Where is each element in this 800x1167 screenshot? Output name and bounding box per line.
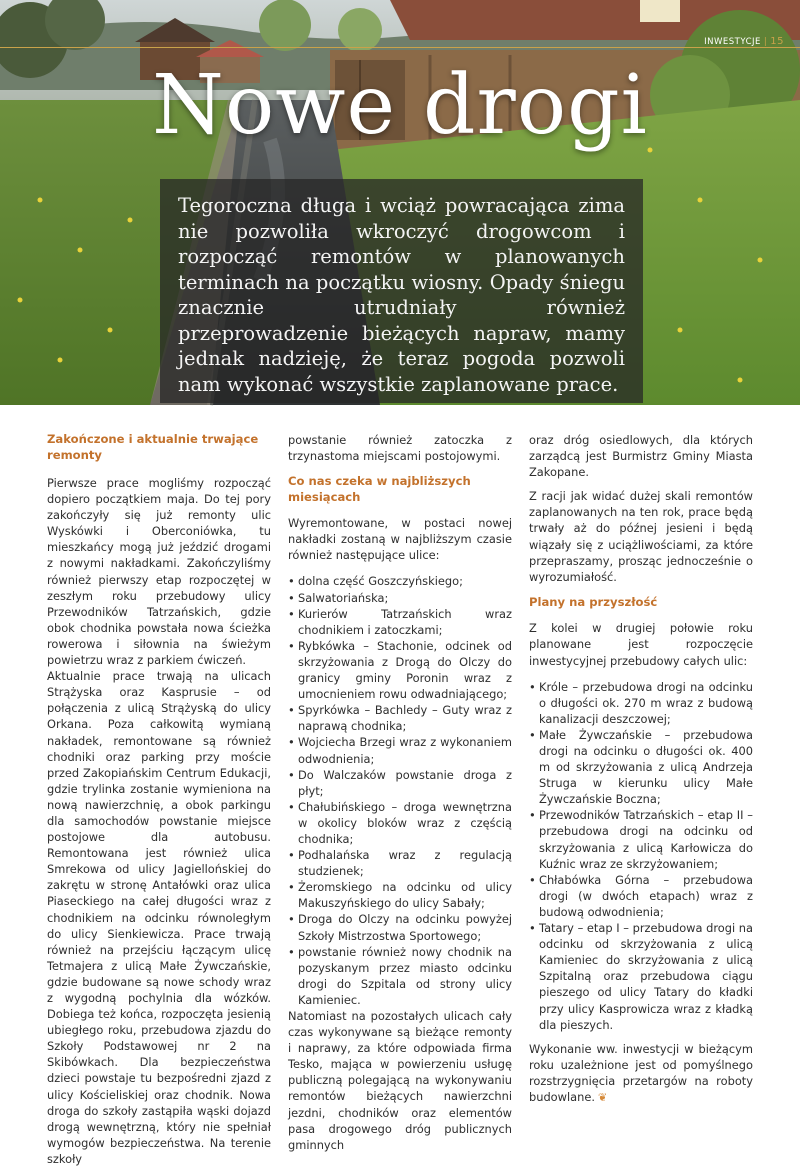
list-item: • dolna część Goszczyńskiego; <box>288 573 512 589</box>
paragraph: Wyremontowane, w postaci nowej nakładki zostaną w najbliższym czasie również następujące ulice: <box>288 516 512 563</box>
list-item: • Salwatoriańska; <box>288 590 512 606</box>
list-item: • powstanie również nowy chodnik na pozyskanym przez miasto odcinku drogi do Szpitala od strony ulicy Kamieniec. <box>288 944 512 1008</box>
list-item: • Rybkówka – Stachonie, odcinek od skrzyżowania z Drogą do Olczy do granicy gminy Poronin wraz z umocnieniem rowu odwadniającego; <box>288 638 512 702</box>
paragraph: Natomiast na pozostałych ulicach cały czas wykonywane są bieżące remonty i naprawy, za które odpowiada firma Tesko, mająca w powierzeniu usługę publiczną polegającą na wykonywaniu remontów bieżących nawierzchni jezdni, chodników oraz elementów pasa drogowego dróg publicznych gminnych <box>288 1009 512 1152</box>
list-item: • Do Walczaków powstanie droga z płyt; <box>288 767 512 799</box>
list-item: • Króle – przebudowa drogi na odcinku o długości ok. 270 m wraz z budową kanalizacji deszczowej; <box>529 679 753 727</box>
list-item: • Chałubińskiego – droga wewnętrzna w okolicy bloków wraz z częścią chodnika; <box>288 799 512 847</box>
list-item: • Przewodników Tatrzańskich – etap II – przebudowa drogi na odcinku od skrzyżowania z ulicą Karłowicza do Kuźnic wraz ze skrzyżowaniem; <box>529 807 753 871</box>
section-separator: | <box>763 37 768 47</box>
planned-roads-list <box>529 679 753 1033</box>
list-item: • Spyrkówka – Bachledy – Guty wraz z naprawą chodnika; <box>288 702 512 734</box>
list-item: • Żeromskiego na odcinku od ulicy Makuszyńskiego do ulicy Sabały; <box>288 879 512 911</box>
heading-completed-repairs: Zakończone i aktualnie trwające remonty <box>47 432 259 462</box>
heading-coming-months: Co nas czeka w najbliższych miesiącach <box>288 474 471 504</box>
column-1 <box>47 432 271 1167</box>
paragraph: oraz dróg osiedlowych, dla których zarządcą jest Burmistrz Gminy Miasta Zakopane. <box>529 433 753 480</box>
list-item: • Tatary – etap I – przebudowa drogi na odcinku od skrzyżowania z ulicą Kamieniec do skrzyżowania z ulicą Szpitalną oraz przebudowa ciągu pieszego od ulicy Tatary do kładki przy ulicy Kasprowicza wraz z kładką dla pieszych. <box>529 920 753 1033</box>
paragraph: powstanie również zatoczka z trzynastoma miejscami postojowymi. <box>288 433 512 464</box>
intro-text: Tegoroczna długa i wciąż powracająca zima nie pozwoliła wkroczyć drogowcom i rozpocząć remontów w planowanych terminach na początku wiosny. Opady śniegu znacznie utrudniały również przeprowadzenie bieżących napraw, mamy jednak nadzieję, że teraz pogoda pozwoli nam wykonać wszystkie zaplanowane prace. <box>178 194 625 396</box>
list-item: • Chłabówka Górna – przebudowa drogi (w dwóch etapach) wraz z budową odwodnienia; <box>529 872 753 920</box>
heading-future-plans: Plany na przyszłość <box>529 594 658 609</box>
article-title: Nowe drogi <box>152 58 648 153</box>
streets-list <box>288 573 512 1008</box>
closing-text: Wykonanie ww. inwestycji w bieżącym roku uzależnione jest od pomyślnego rozstrzygnięcia przetargów na roboty budowlane. <box>529 1041 753 1104</box>
leaf-ornament-icon: ❦ <box>597 1090 608 1104</box>
list-item: • Droga do Olczy na odcinku powyżej Szkoły Mistrzostwa Sportowego; <box>288 911 512 943</box>
section-label <box>704 36 784 47</box>
hero-photo <box>0 0 800 405</box>
paragraph: Pierwsze prace mogliśmy rozpocząć dopiero początkiem maja. Do tej pory zakończyły się już remonty ulic Wyskówki i Oberconiówka, tu mieszkańcy mogą już jeździć drogami z nowymi nakładkami. Zakończyliśmy również pierwszy etap rozpoczętej w zeszłym roku przebudowy ulicy Przewodników Tatrzańskich, gdzie obok chodnika powstała nowa ścieżka rowerowa i siłownia na świeżym powietrzu wraz z parkiem ćwiczeń. <box>47 476 271 668</box>
paragraph: Aktualnie prace trwają na ulicach Strążyska oraz Kasprusie – od połączenia z ulicą Strążyską do ulicy Orkana. Poza całkowitą wymianą nakładek, remontowane są również chodniki oraz parking przy moście przed Zakopiańskim Centrum Edukacji, gdzie trylinka zostanie wymieniona na nową nawierzchnię, a obok parkingu dla samochodów powstanie miejsce postojowe dla autobusu. Remontowana jest również ulica Smrekowa od ulicy Jagiellońskiej do zakrętu w stronę Antałówki oraz ulica Piaseckiego na całej długości wraz z chodnikiem na odcinku równoległym do ulicy Sienkiewicza. Prace trwają również na przejściu łączącym ulicę Tetmajera z ulicą Małe Żywczańskie, gdzie budowane są nowe schody wraz z wygodną pochylnia dla wózków. Dobiega też końca, rozpoczęta jesienią ubiegłego roku, przebudowa zjazdu do Szkoły Podstawowej nr 2 na Skibówkach. Dla bezpieczeństwa dzieci powstaje tu bezpośredni zjazd z ulicy Kościeliskiej oraz chodnik. Nowa droga do szkoły zastąpiła wąski dojazd drogą wewnętrzną, który nie spełniał wymogów bezpieczeństwa. Na terenie szkoły <box>47 669 271 1166</box>
list-item: • Podhalańska wraz z regulacją studzienek; <box>288 847 512 879</box>
intro-box <box>160 179 643 403</box>
section-name: INWESTYCJE <box>704 37 761 47</box>
list-item: • Wojciecha Brzegi wraz z wykonaniem odwodnienia; <box>288 734 512 766</box>
list-item: • Kurierów Tatrzańskich wraz chodnikiem i zatoczkami; <box>288 606 512 638</box>
paragraph: Z kolei w drugiej połowie roku planowane jest rozpoczęcie inwestycyjnej przebudowy całych ulic: <box>529 621 753 668</box>
list-item: • Małe Żywczańskie – przebudowa drogi na odcinku o długości ok. 400 m od skrzyżowania z ulicą Andrzeja Struga w kierunku ulicy Małe Żywczańskie Boczna; <box>529 727 753 807</box>
paragraph: Z racji jak widać dużej skali remontów zaplanowanych na ten rok, prace będą trwały aż do późnej jesieni i będą wiązały się z uciążliwościami, za które przepraszamy, prosząc jednocześnie o wyrozumiałość. <box>529 489 753 584</box>
column-3 <box>529 432 753 1106</box>
column-2 <box>288 432 512 1153</box>
page-number: 15 <box>770 36 784 47</box>
header-rule <box>0 47 800 48</box>
closing-paragraph <box>529 1041 753 1106</box>
